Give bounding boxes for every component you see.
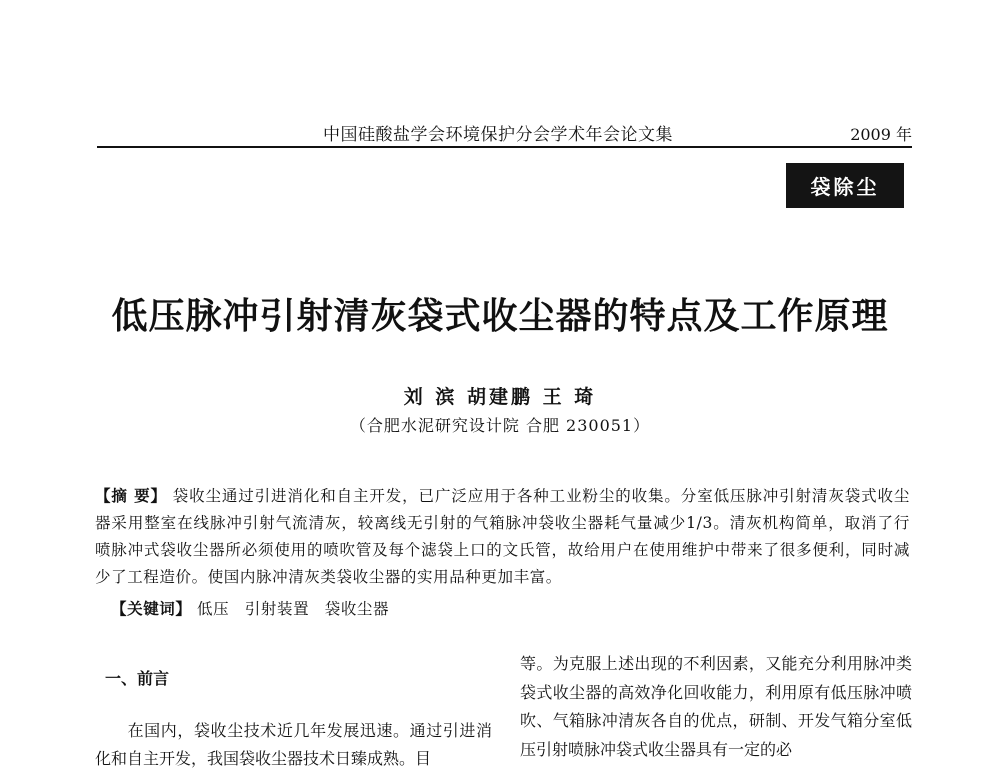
publication-year: 2009 年 <box>850 125 912 144</box>
abstract-label: 【摘 要】 <box>95 487 167 505</box>
abstract <box>95 483 910 591</box>
body-paragraph: 在国内，袋收尘技术近几年发展迅速。通过引进消化和自主开发，我国袋收尘器技术日臻成熟。目 <box>95 721 492 768</box>
abstract-text: 袋收尘通过引进消化和自主开发，已广泛应用于各种工业粉尘的收集。分室低压脉冲引射清灰袋式收尘器采用整室在线脉冲引射气流清灰，较离线无引射的气箱脉冲袋收尘器耗气量减少1/3。清灰机构简单，取消了行喷脉冲式袋收尘器所必须使用的喷吹管及每个滤袋上口的文氏管，故给用户在使用维护中带来了很多便利，同时减少了工程造价。使国内脉冲清灰类袋收尘器的实用品种更加丰富。 <box>95 487 910 586</box>
authors: 刘 滨 胡建鹏 王 琦 <box>403 386 597 408</box>
keyword: 引射装置 <box>244 600 310 618</box>
keyword: 袋收尘器 <box>324 600 390 618</box>
keywords <box>111 597 399 619</box>
keywords-label: 【关键词】 <box>111 600 192 618</box>
body-paragraph: 等。为克服上述出现的不利因素，又能充分利用脉冲类袋式收尘器的高效净化回收能力，利用原有低压脉冲喷吹、气箱脉冲清灰各自的优点，研制、开发气箱分室低压引射喷脉冲袋式收尘器具有一定的必 <box>520 654 912 759</box>
body-column-right <box>520 650 912 764</box>
journal-title: 中国硅酸盐学会环境保护分会学术年会论文集 <box>323 125 673 145</box>
paper-title: 低压脉冲引射清灰袋式收尘器的特点及工作原理 <box>111 295 889 337</box>
section-tag: 袋除尘 <box>786 163 904 208</box>
keyword: 低压 <box>197 600 230 618</box>
running-header <box>97 118 912 148</box>
section-heading: 一、前言 <box>105 669 170 688</box>
body-column-left <box>95 655 492 773</box>
affiliation: （合肥水泥研究设计院 合肥 230051） <box>349 416 651 435</box>
